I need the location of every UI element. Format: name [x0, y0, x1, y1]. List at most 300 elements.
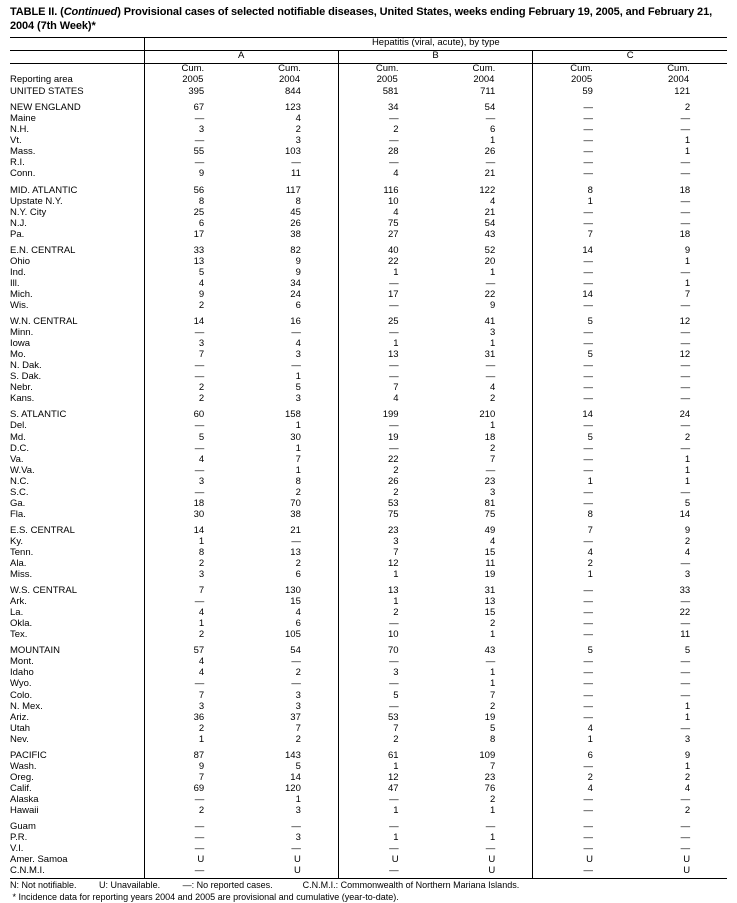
- row-value: 22: [679, 607, 691, 619]
- row-value: 7: [489, 760, 496, 772]
- row-value: —: [338, 443, 435, 454]
- row-area-label: E.N. CENTRAL: [10, 244, 76, 256]
- table-row: [10, 394, 727, 405]
- row-value: 2: [295, 733, 301, 745]
- row-value: 1: [338, 267, 435, 278]
- row-value: —: [533, 679, 630, 690]
- row-area-label: Utah: [10, 722, 31, 734]
- row-value: —: [680, 206, 691, 218]
- table-row: [10, 125, 727, 136]
- table-body: [10, 87, 727, 879]
- table-row: [10, 690, 727, 701]
- row-value: 8: [489, 733, 496, 745]
- row-value: 87: [144, 750, 241, 761]
- row-value: —: [533, 136, 630, 147]
- row-area-label: S. Dak.: [10, 371, 42, 383]
- row-value: 3: [295, 805, 301, 816]
- row-value: 3: [295, 393, 301, 405]
- row-value: 4: [684, 782, 691, 794]
- table-row: [10, 712, 727, 723]
- group-blank: [10, 51, 144, 64]
- row-value: —: [680, 667, 691, 679]
- row-value: 47: [338, 783, 435, 794]
- row-area-label: Mo.: [10, 349, 26, 361]
- table-row: [10, 207, 727, 218]
- header-column-row: [10, 64, 727, 87]
- row-area-label: C.N.M.I.: [10, 866, 144, 879]
- row-value: —: [680, 821, 691, 833]
- table-row: [10, 103, 727, 114]
- row-value: 55: [144, 147, 241, 158]
- row-value: 76: [484, 782, 496, 794]
- row-value: 28: [338, 147, 435, 158]
- row-area-label: Idaho: [10, 667, 34, 679]
- row-value: —: [533, 328, 630, 339]
- row-value: 2: [489, 442, 496, 454]
- row-area-label: Hawaii: [10, 805, 39, 816]
- row-value: 7: [533, 229, 630, 240]
- row-value: 3: [144, 339, 241, 350]
- table-row: [10, 509, 727, 520]
- row-value: —: [533, 301, 630, 312]
- row-value: 38: [290, 508, 301, 520]
- row-value: —: [680, 266, 691, 278]
- row-value: 2: [489, 700, 496, 712]
- row-value: 26: [290, 217, 301, 229]
- table-row: [10, 833, 727, 844]
- header-group-c: C: [533, 51, 727, 64]
- row-area-label: Miss.: [10, 569, 33, 581]
- row-value: —: [338, 421, 435, 432]
- row-value: 2: [489, 793, 496, 805]
- table-row: [10, 586, 727, 597]
- row-value: 5: [144, 267, 241, 278]
- row-value: 26: [484, 146, 496, 158]
- row-value: 4: [533, 783, 630, 794]
- row-value: 122: [479, 184, 496, 196]
- row-value: 14: [533, 410, 630, 421]
- row-value: 31: [484, 585, 496, 597]
- row-area-label: N.H.: [10, 124, 29, 136]
- row-value: —: [680, 558, 691, 570]
- row-value: —: [485, 277, 496, 289]
- row-value: 1: [684, 146, 691, 158]
- row-value: 30: [290, 431, 301, 443]
- row-value: —: [291, 678, 301, 690]
- row-area-label: Oreg.: [10, 771, 34, 783]
- row-value: 12: [679, 349, 691, 361]
- row-value: 7: [338, 723, 435, 734]
- row-value: 34: [290, 277, 301, 289]
- row-value: —: [144, 833, 241, 844]
- page-title: [10, 6, 730, 33]
- row-value: 22: [338, 256, 435, 267]
- row-value: 1: [684, 255, 691, 267]
- row-value: —: [338, 866, 435, 879]
- row-value: —: [533, 498, 630, 509]
- header-col-b-2005: [338, 64, 435, 87]
- row-value: —: [533, 690, 630, 701]
- row-value: 5: [533, 646, 630, 657]
- table-row: [10, 278, 727, 289]
- row-value: 4: [144, 668, 241, 679]
- row-area-label: E.S. CENTRAL: [10, 524, 75, 536]
- row-value: 1: [295, 793, 301, 805]
- row-value: 7: [338, 383, 435, 394]
- row-value: 109: [479, 749, 496, 761]
- row-value: —: [291, 327, 301, 339]
- row-value: 41: [484, 316, 496, 328]
- row-area-label: Iowa: [10, 338, 31, 350]
- row-value: 3: [295, 832, 301, 844]
- row-value: —: [338, 372, 435, 383]
- row-value: 8: [295, 475, 301, 487]
- row-area-label: N. Mex.: [10, 700, 43, 712]
- row-value: 2: [144, 723, 241, 734]
- row-value: 7: [338, 548, 435, 559]
- row-value: —: [338, 619, 435, 630]
- table-row: [10, 679, 727, 690]
- row-value: 16: [290, 316, 301, 328]
- row-value: —: [680, 486, 691, 498]
- row-value: 21: [484, 206, 496, 218]
- row-value: 14: [290, 771, 301, 783]
- row-area-label: NEW ENGLAND: [10, 102, 81, 114]
- year-label: 2005: [182, 73, 204, 85]
- row-value: 9: [684, 749, 691, 761]
- row-value: —: [144, 114, 241, 125]
- table-row: [10, 657, 727, 668]
- row-value: —: [144, 443, 241, 454]
- row-value: 2: [684, 535, 691, 547]
- table-row: [10, 454, 727, 465]
- row-area-label: Maine: [10, 113, 36, 125]
- row-area-label: Pa.: [10, 228, 25, 240]
- header-col-a-2005: [144, 64, 241, 87]
- footnote-incidence: * Incidence data for reporting years 2004 and 2005 are provisional and cumulative (year-to-date).: [10, 891, 399, 902]
- row-area-label: Del.: [10, 420, 27, 432]
- row-area-label: N. Dak.: [10, 360, 42, 372]
- row-value: 1: [684, 475, 691, 487]
- row-value: 25: [144, 207, 241, 218]
- row-area-label: Tex.: [10, 629, 28, 641]
- row-value: —: [338, 657, 435, 668]
- row-area-label: N.J.: [10, 217, 27, 229]
- row-value: 11: [680, 629, 691, 641]
- row-value: 5: [533, 350, 630, 361]
- row-value: 75: [338, 509, 435, 520]
- table-row: [10, 630, 727, 641]
- row-value: 9: [144, 289, 241, 300]
- row-value: —: [338, 158, 435, 169]
- row-area-label: W.S. CENTRAL: [10, 585, 78, 597]
- row-value: 3: [144, 125, 241, 136]
- row-value: 2: [684, 805, 691, 816]
- row-area-label: MOUNTAIN: [10, 645, 60, 657]
- row-area-label: Ky.: [10, 535, 24, 547]
- row-value: 43: [484, 645, 496, 657]
- row-value: —: [291, 656, 301, 668]
- row-value: 17: [338, 289, 435, 300]
- row-value: —: [533, 169, 630, 180]
- table-row: [10, 806, 727, 817]
- table-footnotes: [10, 880, 727, 903]
- row-value: —: [485, 360, 496, 372]
- row-value: —: [533, 597, 630, 608]
- row-value: 5: [295, 382, 301, 394]
- row-value: —: [144, 328, 241, 339]
- row-value: —: [533, 361, 630, 372]
- row-value: 27: [338, 229, 435, 240]
- row-value: 8: [144, 196, 241, 207]
- row-value: —: [533, 114, 630, 125]
- row-value: 3: [295, 689, 301, 701]
- table-row: [10, 410, 727, 421]
- table-row: [10, 597, 727, 608]
- row-area-label: W.N. CENTRAL: [10, 316, 78, 328]
- row-value: 1: [533, 734, 630, 745]
- row-value: —: [680, 678, 691, 690]
- row-value: 60: [144, 410, 241, 421]
- row-value: 5: [684, 497, 691, 509]
- row-value: 4: [144, 657, 241, 668]
- row-value: 2: [144, 383, 241, 394]
- row-value: —: [338, 114, 435, 125]
- row-area-label: Upstate N.Y.: [10, 195, 63, 207]
- row-value: —: [533, 806, 630, 817]
- row-value: 7: [144, 350, 241, 361]
- row-value: 10: [338, 630, 435, 641]
- row-value: 2: [338, 734, 435, 745]
- row-value: 8: [533, 185, 630, 196]
- row-area-label: Md.: [10, 431, 26, 443]
- row-value: 130: [285, 585, 301, 597]
- row-value: —: [144, 158, 241, 169]
- table-row: [10, 328, 727, 339]
- table-row: [10, 317, 727, 328]
- row-value: 2: [144, 301, 241, 312]
- row-value: 19: [484, 569, 496, 581]
- header-spanner-hepatitis: Hepatitis (viral, acute), by type: [144, 38, 727, 51]
- row-value: 9: [489, 299, 496, 311]
- row-value: 4: [533, 548, 630, 559]
- row-value: 56: [144, 185, 241, 196]
- row-value: 38: [290, 228, 301, 240]
- cum-label: Cum.: [181, 63, 205, 74]
- row-value: 57: [144, 646, 241, 657]
- header-col-c-2005: [533, 64, 630, 87]
- row-value: 18: [484, 431, 496, 443]
- table-row: [10, 289, 727, 300]
- table-row: [10, 855, 727, 866]
- row-value: U: [630, 866, 727, 879]
- row-value: —: [680, 338, 691, 350]
- table-row: [10, 114, 727, 125]
- row-value: 2: [489, 393, 496, 405]
- row-value: 6: [533, 750, 630, 761]
- row-value: —: [533, 465, 630, 476]
- row-value: 4: [489, 195, 496, 207]
- table-row: [10, 866, 727, 879]
- row-value: 105: [285, 629, 301, 641]
- row-value: 69: [144, 783, 241, 794]
- row-value: 81: [484, 497, 496, 509]
- row-value: 4: [295, 607, 301, 619]
- row-value: 18: [144, 498, 241, 509]
- row-area-label: Nebr.: [10, 382, 33, 394]
- row-value: 30: [144, 509, 241, 520]
- cum-label: Cum.: [472, 63, 496, 74]
- row-value: —: [485, 656, 496, 668]
- row-value: 7: [489, 453, 496, 465]
- row-value: —: [680, 843, 691, 855]
- row-value: 120: [285, 782, 301, 794]
- table-row: [10, 169, 727, 180]
- row-value: 2: [144, 559, 241, 570]
- row-value: 20: [484, 255, 496, 267]
- row-value: 2: [338, 487, 435, 498]
- row-value: 18: [679, 184, 691, 196]
- row-value: 9: [144, 169, 241, 180]
- row-value: 10: [338, 196, 435, 207]
- row-value: 7: [295, 722, 301, 734]
- row-value: —: [533, 147, 630, 158]
- row-value: 4: [489, 382, 496, 394]
- row-value: 18: [679, 228, 691, 240]
- row-value: —: [533, 218, 630, 229]
- table-row: [10, 350, 727, 361]
- row-value: 210: [479, 409, 496, 421]
- row-value: 40: [338, 245, 435, 256]
- row-value: —: [291, 157, 301, 169]
- row-value: 4: [338, 169, 435, 180]
- row-area-label: D.C.: [10, 442, 29, 454]
- year-label: 2004: [473, 73, 495, 85]
- row-value: —: [533, 701, 630, 712]
- row-value: 61: [338, 750, 435, 761]
- row-value: 75: [484, 508, 496, 520]
- row-value: 67: [144, 103, 241, 114]
- row-value: 9: [684, 524, 691, 536]
- year-label: 2005: [376, 73, 398, 85]
- row-value: 14: [679, 508, 691, 520]
- row-value: —: [338, 701, 435, 712]
- row-value: —: [680, 832, 691, 844]
- row-value: 199: [338, 410, 435, 421]
- row-area-label: N.Y. City: [10, 206, 47, 218]
- row-value: 1: [489, 338, 496, 350]
- row-value: —: [680, 195, 691, 207]
- row-value: 19: [484, 711, 496, 723]
- row-value: 117: [285, 184, 301, 196]
- cum-label: Cum.: [667, 63, 690, 74]
- row-value: —: [680, 420, 691, 432]
- footnote-abbreviations: N: Not notifiable. U: Unavailable. —: No reported cases. C.N.M.I.: Commonwealth of Northern Mariana Islands.: [10, 880, 520, 891]
- row-value: U: [241, 866, 338, 879]
- row-value: 3: [295, 700, 301, 712]
- row-value: U: [488, 854, 496, 866]
- row-value: 7: [533, 525, 630, 536]
- row-value: 5: [489, 722, 496, 734]
- table-row: [10, 570, 727, 581]
- row-area-label: Ind.: [10, 266, 26, 278]
- cum-label: Cum.: [570, 63, 593, 74]
- row-value: 1: [338, 761, 435, 772]
- table-row: [10, 608, 727, 619]
- row-value: 5: [533, 317, 630, 328]
- row-value: 9: [295, 266, 301, 278]
- table-row: [10, 185, 727, 196]
- row-value: —: [338, 301, 435, 312]
- row-area-label: Guam: [10, 821, 36, 833]
- row-area-label: N.C.: [10, 475, 29, 487]
- row-value: 4: [489, 535, 496, 547]
- row-value: 14: [533, 289, 630, 300]
- row-value: —: [533, 761, 630, 772]
- row-area-label: Wis.: [10, 299, 29, 311]
- row-value: 6: [144, 218, 241, 229]
- row-area-label: Va.: [10, 453, 24, 465]
- row-value: 12: [338, 772, 435, 783]
- table-row: [10, 432, 727, 443]
- row-area-label: Colo.: [10, 689, 33, 701]
- row-value: 1: [533, 196, 630, 207]
- row-value: —: [680, 596, 691, 608]
- row-area-label: V.I.: [10, 843, 24, 855]
- table-row: [10, 256, 727, 267]
- notifiable-diseases-table: [10, 37, 727, 879]
- row-value: 11: [485, 558, 496, 570]
- row-value: 1: [338, 806, 435, 817]
- row-value: —: [144, 361, 241, 372]
- row-value: 22: [484, 288, 496, 300]
- row-value: —: [533, 630, 630, 641]
- header-spanner-row: [10, 38, 727, 51]
- row-value: 36: [144, 712, 241, 723]
- row-value: —: [680, 371, 691, 383]
- row-area-label: Nev.: [10, 733, 29, 745]
- row-value: 5: [338, 690, 435, 701]
- row-value: 1: [295, 442, 301, 454]
- row-value: —: [533, 103, 630, 114]
- row-value: 158: [285, 409, 301, 421]
- table-row: [10, 668, 727, 679]
- row-value: 26: [338, 476, 435, 487]
- cum-label: Cum.: [375, 63, 399, 74]
- row-value: 2: [295, 558, 301, 570]
- row-value: —: [533, 822, 630, 833]
- row-value: —: [291, 360, 301, 372]
- row-value: 7: [489, 689, 496, 701]
- row-area-label: W.Va.: [10, 464, 35, 476]
- table-row: [10, 536, 727, 547]
- row-value: —: [533, 443, 630, 454]
- row-value: U: [338, 855, 435, 866]
- table-row: [10, 783, 727, 794]
- row-value: 2: [684, 102, 691, 114]
- row-value: —: [533, 668, 630, 679]
- row-value: 13: [290, 546, 301, 558]
- row-value: 3: [489, 486, 496, 498]
- row-value: —: [533, 158, 630, 169]
- row-value: —: [680, 124, 691, 136]
- row-value: 3: [338, 668, 435, 679]
- row-value: 9: [295, 255, 301, 267]
- row-area-label: Wyo.: [10, 678, 32, 690]
- row-value: 4: [684, 546, 691, 558]
- row-value: 53: [338, 498, 435, 509]
- row-value: 1: [684, 711, 691, 723]
